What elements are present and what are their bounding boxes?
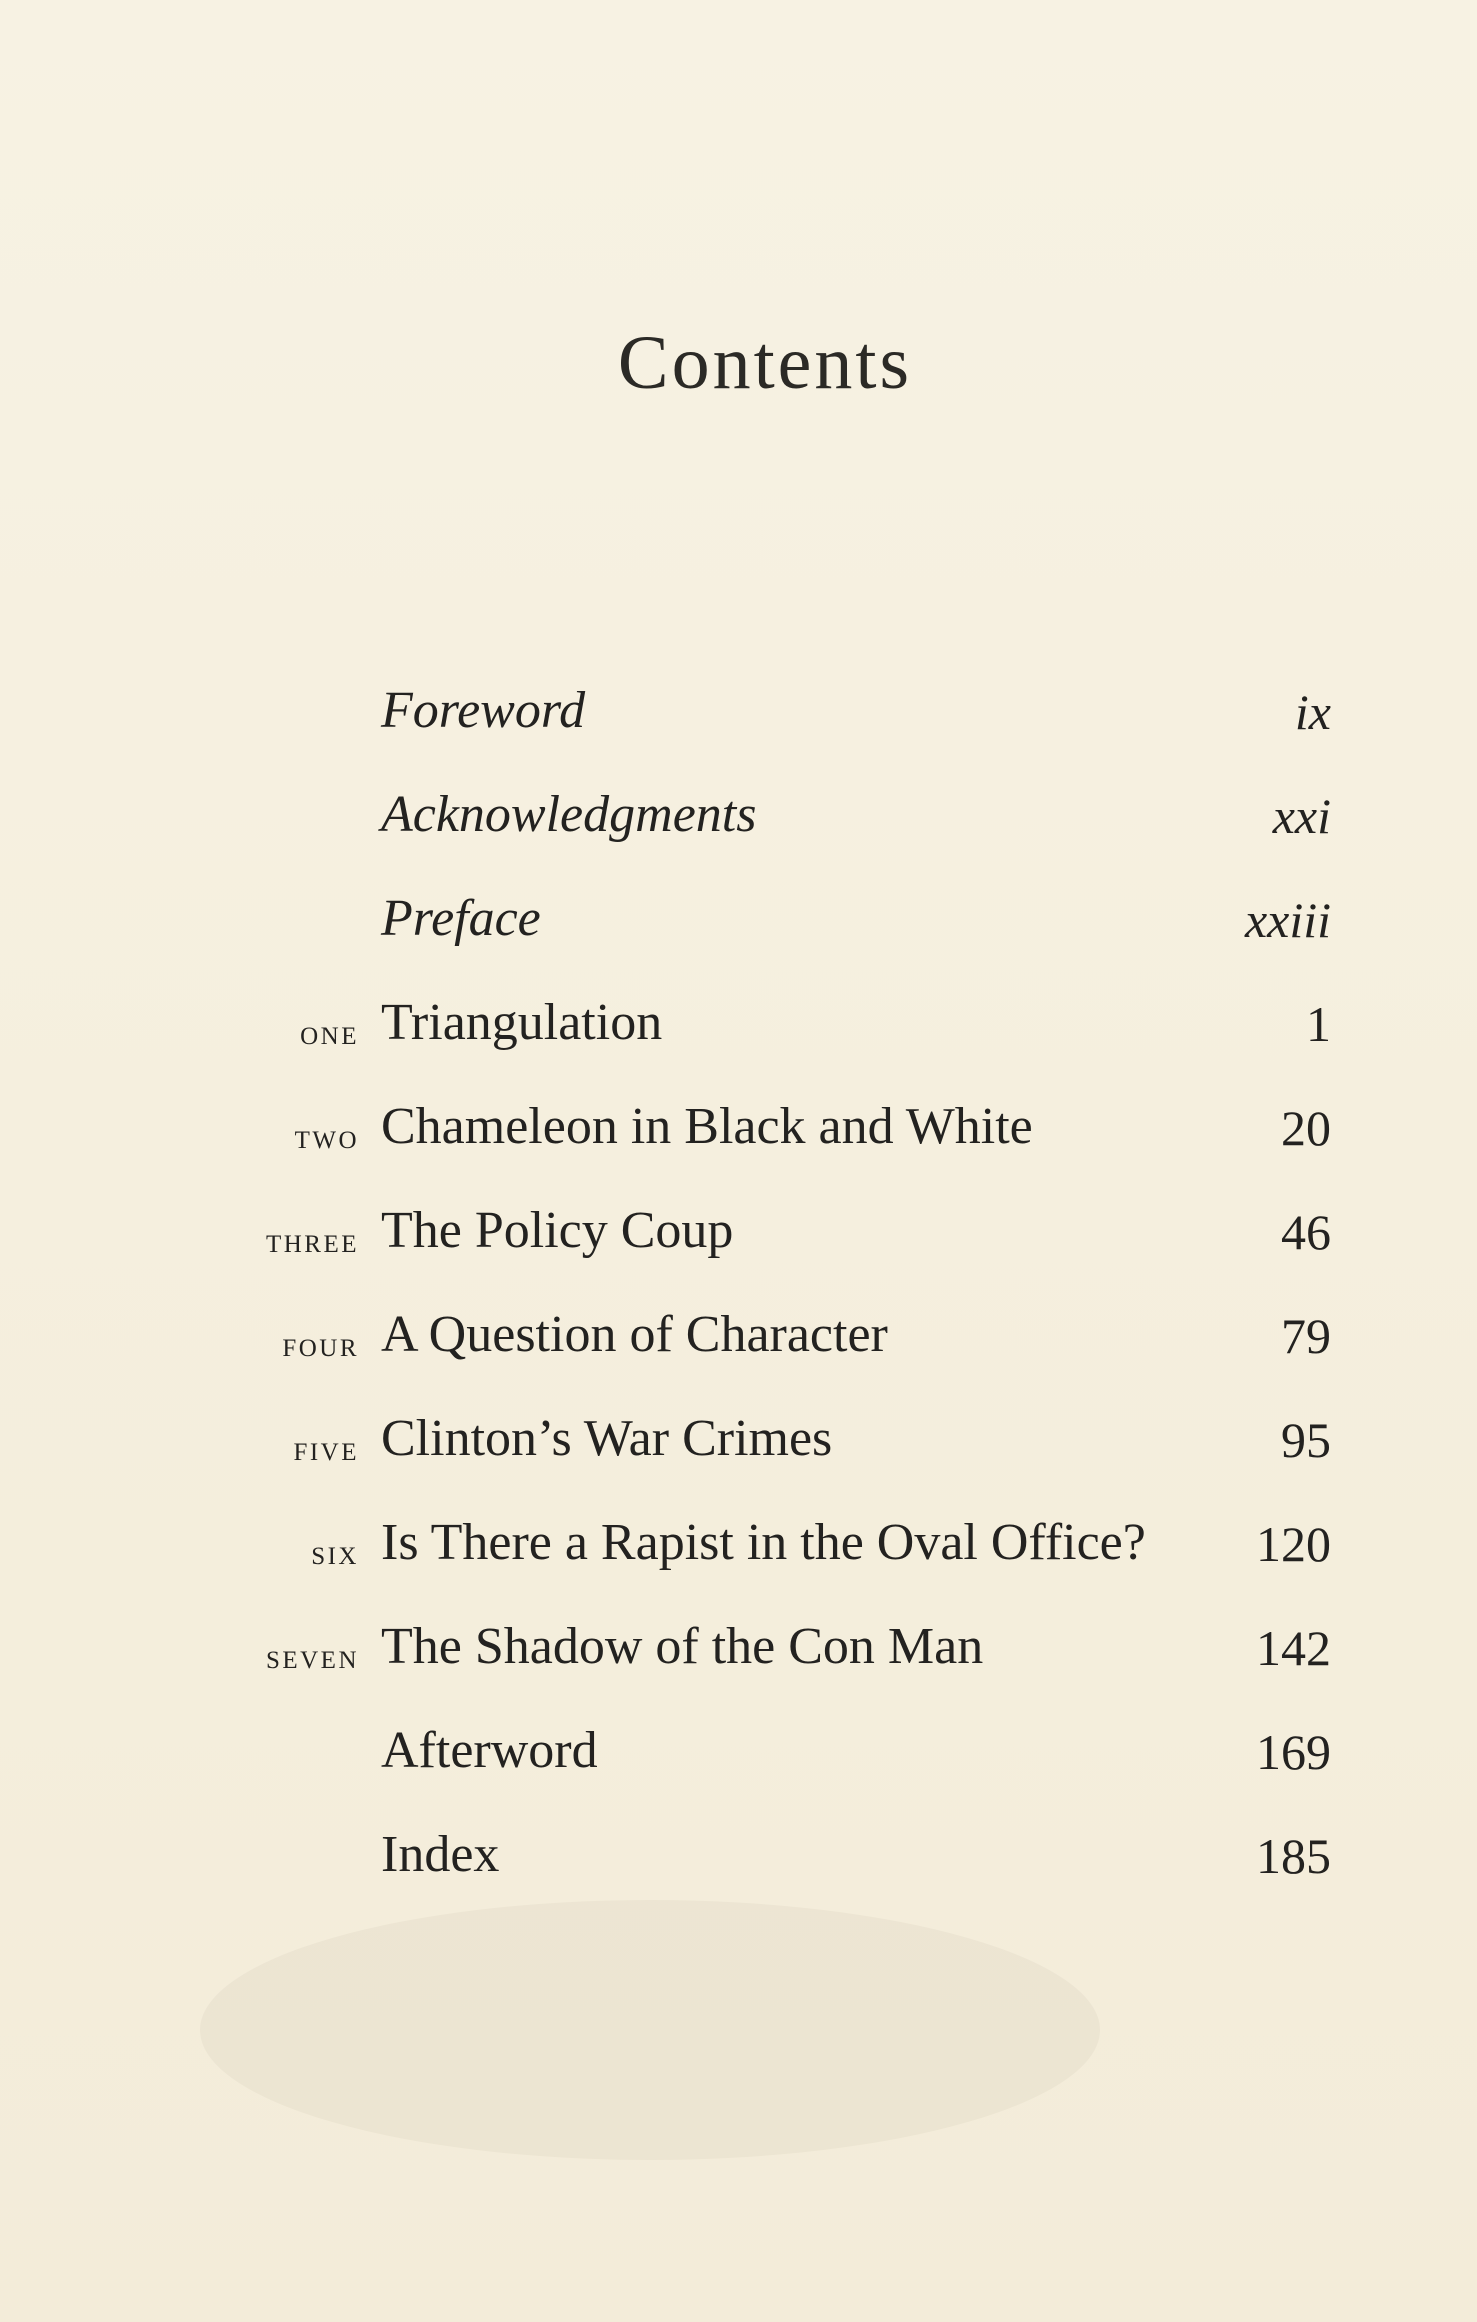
toc-entry-chapter-three [0, 1195, 1477, 1299]
page-title: Contents [617, 321, 913, 405]
chapter-title: The Shadow of the Con Man [381, 1618, 984, 1675]
page-number: xxiii [1244, 892, 1331, 948]
toc-entry-afterword [0, 1715, 1477, 1819]
toc-entry-chapter-two [0, 1091, 1477, 1195]
chapter-title: Index [381, 1826, 500, 1883]
chapter-title: Clinton’s War Crimes [381, 1410, 833, 1467]
chapter-number: seven [265, 1636, 359, 1676]
page-number: 46 [1281, 1204, 1331, 1260]
paper-smudge [200, 1900, 1100, 2160]
toc-entry-chapter-five [0, 1403, 1477, 1507]
chapter-title: Foreword [381, 682, 586, 739]
chapter-title: Chameleon in Black and White [381, 1098, 1033, 1155]
chapter-title: The Policy Coup [381, 1202, 734, 1259]
page-number: ix [1294, 684, 1331, 740]
chapter-number: one [300, 1012, 359, 1052]
toc-entry-chapter-one [0, 987, 1477, 1091]
page-number: 120 [1256, 1516, 1331, 1572]
chapter-number: five [293, 1428, 359, 1468]
toc-entry-chapter-seven [0, 1611, 1477, 1715]
page-number: 1 [1306, 996, 1331, 1052]
page-number: 169 [1256, 1724, 1331, 1780]
toc-entry-acknowledgments [0, 779, 1477, 883]
page-number: 142 [1256, 1620, 1331, 1676]
chapter-number: four [282, 1324, 359, 1364]
chapter-title: Preface [381, 890, 541, 947]
page-number: xxi [1272, 788, 1331, 844]
chapter-title: Afterword [381, 1722, 598, 1779]
toc-entry-index [0, 1819, 1477, 1923]
toc-entry-preface [0, 883, 1477, 987]
toc-entry-chapter-six [0, 1507, 1477, 1611]
page-number: 79 [1281, 1308, 1331, 1364]
chapter-number: six [311, 1532, 359, 1572]
chapter-number: three [265, 1220, 359, 1260]
page-number: 185 [1256, 1828, 1331, 1884]
chapter-title: Acknowledgments [381, 786, 757, 843]
chapter-title: Is There a Rapist in the Oval Office? [381, 1514, 1146, 1571]
page-number: 20 [1281, 1100, 1331, 1156]
toc-entry-chapter-four [0, 1299, 1477, 1403]
page-number: 95 [1281, 1412, 1331, 1468]
toc-entry-foreword [0, 675, 1477, 779]
chapter-title: A Question of Character [381, 1306, 888, 1363]
chapter-number: two [294, 1116, 359, 1156]
chapter-title: Triangulation [381, 994, 663, 1051]
